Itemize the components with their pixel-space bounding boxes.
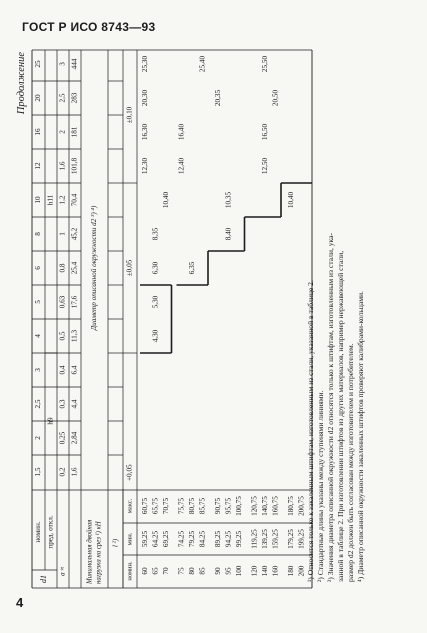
length-min: 69,25 (161, 530, 170, 548)
footnote-4: ⁴) Диаметр описанной окружности закаленных штифтов проверяют калибрами-кольцами. (356, 291, 365, 582)
d2-value: 10,35 (224, 191, 233, 209)
page-header: ГОСТ Р ИСО 8743—93 (22, 20, 156, 34)
load-value: 1,6 (70, 467, 79, 477)
pin-dimensions-table (32, 50, 306, 588)
d1-nominal-value: 6 (34, 266, 43, 270)
length-min: 99,25 (234, 530, 243, 548)
d2-value: 12,30 (140, 157, 149, 175)
load-value: 2,84 (70, 431, 79, 445)
length-nominal: 160 (271, 565, 280, 577)
length-max: 70,75 (161, 497, 170, 515)
length-nominal: 90 (213, 567, 222, 575)
length-max: 65,75 (151, 497, 160, 515)
length-nominal: 80 (187, 567, 196, 575)
d2-value: 10,40 (286, 191, 295, 209)
d2-value: 20,35 (213, 89, 222, 107)
footnote-3-cont: занной в таблице 2. При изготовлении штифтов из других материалов, например нержавеющей стали, (336, 250, 345, 582)
length-max: 180,75 (286, 496, 295, 516)
sub-header-nominal: номин. (126, 561, 134, 581)
d1-nominal-value: 3 (34, 368, 43, 372)
label-nominal: номин. (34, 521, 43, 543)
length-max: 85,75 (198, 497, 207, 515)
sub-header-max: макс. (126, 498, 134, 514)
footnote-1: ¹) Относится только к закаленным штифтам, изготовленным из стали, указанной в таблице 2. (306, 280, 315, 582)
d2-value: 6,35 (187, 261, 196, 275)
length-min: 179,25 (286, 529, 295, 549)
continuation-label: Продолжение (16, 52, 27, 115)
d2-value: 8,35 (151, 227, 160, 241)
d2-value: 12,40 (177, 157, 186, 175)
length-max: 200,75 (297, 496, 306, 516)
d2-value: 25,40 (198, 55, 207, 73)
length-min: 139,25 (260, 529, 269, 549)
d2-value: 4,30 (151, 329, 160, 343)
sub-header-min: мин. (126, 532, 134, 546)
tolerance-h11: h11 (46, 194, 55, 206)
label-d1: d1 (38, 575, 48, 583)
length-max: 95,75 (224, 497, 233, 515)
a-value: 1,2 (58, 195, 67, 205)
d2-value: 16,50 (260, 123, 269, 141)
d2-caption: Диаметр описанной окружности d2 ³) ⁴) (90, 205, 99, 331)
d2-value: 10,40 (161, 191, 170, 209)
length-min: 59,25 (140, 530, 149, 548)
label-a: a ≈ (58, 566, 67, 576)
length-min: 119,25 (250, 529, 259, 549)
length-nominal: 100 (234, 565, 243, 577)
a-value: 0,25 (58, 431, 67, 445)
length-nominal: 120 (250, 565, 259, 577)
d1-nominal-value: 25 (34, 60, 43, 68)
d2-value: 12,50 (260, 157, 269, 175)
load-value: 45,2 (70, 227, 79, 241)
length-min: 84,25 (198, 530, 207, 548)
label-tolerance: пред. откл. (46, 515, 55, 549)
length-nominal: 65 (151, 567, 160, 575)
tolerance-h9: h9 (46, 417, 55, 425)
length-min: 89,25 (213, 530, 222, 548)
load-value: 11,3 (70, 329, 79, 343)
d1-nominal-value: 20 (34, 94, 43, 102)
d1-nominal-value: 4 (34, 334, 43, 338)
d2-value: 8,40 (224, 227, 233, 241)
load-value: 444 (70, 58, 79, 70)
length-max: 100,75 (234, 496, 243, 516)
rotated-page-content (16, 50, 376, 588)
length-max: 60,75 (140, 497, 149, 515)
d1-nominal-value: 16 (34, 128, 43, 136)
load-value: 101,8 (70, 157, 79, 175)
d1-nominal-value: 8 (34, 232, 43, 236)
length-nominal: 95 (224, 567, 233, 575)
d2-value: 16,30 (140, 123, 149, 141)
d2-value: 6,30 (151, 261, 160, 275)
d2-tolerance-1: +0,05 (125, 464, 134, 481)
footnote-2: ²) Стандартные длины указаны между ступенями линиями. (316, 390, 325, 582)
length-nominal: 60 (140, 567, 149, 575)
length-min: 94,25 (224, 530, 233, 548)
length-nominal: 180 (286, 565, 295, 577)
length-nominal: 200 (297, 565, 306, 577)
length-min: 64,25 (151, 530, 160, 548)
a-value: 1 (58, 232, 67, 236)
label-load-1: Минимальная двойная (86, 519, 94, 584)
length-max: 140,75 (260, 496, 269, 516)
d1-nominal-value: 2,5 (34, 399, 43, 409)
d2-value: 25,50 (260, 55, 269, 73)
a-value: 0,4 (58, 365, 67, 375)
footnote-3: ³) Значения диаметра описанной окружности d2 относятся только к штифтам, изготовленным из стали, ука- (326, 232, 335, 582)
a-value: 2,5 (58, 93, 67, 103)
a-value: 0,8 (58, 263, 67, 273)
d2-value: 20,50 (271, 89, 280, 107)
d2-tolerance-2: ±0,05 (125, 259, 134, 277)
length-max: 75,75 (177, 497, 186, 515)
length-min: 159,25 (271, 529, 280, 549)
load-value: 70,4 (70, 193, 79, 207)
a-value: 3 (58, 62, 67, 66)
load-value: 4,4 (70, 399, 79, 409)
d1-nominal-value: 5 (34, 300, 43, 304)
length-nominal: 85 (198, 567, 207, 575)
d2-value: 16,40 (177, 123, 186, 141)
d2-value: 20,30 (140, 89, 149, 107)
load-value: 17,6 (70, 295, 79, 309)
length-min: 199,25 (297, 529, 306, 549)
d1-nominal-value: 12 (34, 162, 43, 170)
length-max: 90,75 (213, 497, 222, 515)
label-load-2: нагрузка на срез ¹) кН (95, 521, 103, 584)
length-nominal: 75 (177, 567, 186, 575)
load-value: 6,4 (70, 365, 79, 375)
length-max: 120,75 (250, 496, 259, 516)
length-nominal: 140 (260, 565, 269, 577)
load-value: 181 (70, 126, 79, 138)
d1-nominal-value: 10 (34, 196, 43, 204)
length-nominal: 70 (161, 567, 170, 575)
page-number: 4 (16, 595, 24, 610)
length-max: 160,75 (271, 496, 280, 516)
d2-value: 25,30 (140, 55, 149, 73)
length-min: 74,25 (177, 530, 186, 548)
a-value: 0,3 (58, 399, 67, 409)
a-value: 2 (58, 130, 67, 134)
a-value: 0,63 (58, 295, 67, 309)
d2-tolerance-3: ±0,10 (125, 106, 134, 124)
d1-nominal-value: 1,5 (34, 467, 43, 477)
length-min: 79,25 (187, 530, 196, 548)
d2-value: 5,30 (151, 295, 160, 309)
load-value: 25,4 (70, 261, 79, 275)
a-value: 0,5 (58, 331, 67, 341)
d1-nominal-value: 2 (34, 436, 43, 440)
a-value: 0,2 (58, 467, 67, 477)
label-l: l ²) (111, 538, 120, 548)
load-value: 283 (70, 92, 79, 104)
a-value: 1,6 (58, 161, 67, 171)
footnote-3-end: размер d2 должен быть согласован между изготовителем и потребителем. (346, 343, 355, 582)
length-max: 80,75 (187, 497, 196, 515)
